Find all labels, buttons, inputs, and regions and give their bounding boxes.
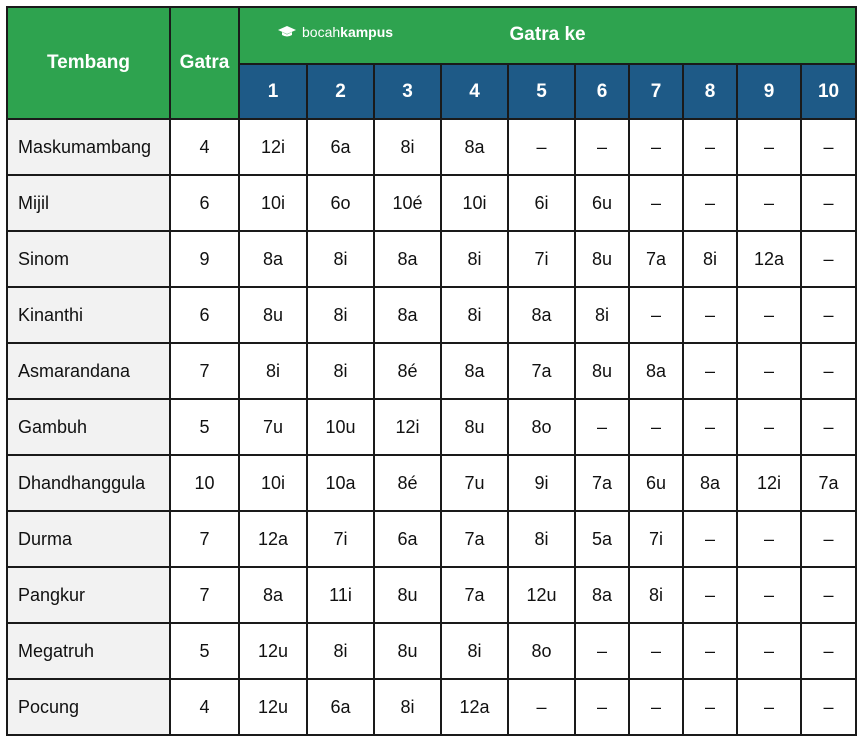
gatra-cell: – (575, 399, 629, 455)
gatra-count: 6 (170, 175, 239, 231)
gatra-cell: 7i (508, 231, 575, 287)
gatra-cell: – (629, 679, 683, 735)
gatra-cell: 11i (307, 567, 374, 623)
gatra-cell: 8u (239, 287, 307, 343)
column-header-8: 8 (683, 64, 737, 119)
gatra-cell: 8i (374, 679, 441, 735)
header-tembang: Tembang (7, 7, 170, 119)
tembang-name: Dhandhanggula (7, 455, 170, 511)
table-row (7, 623, 856, 679)
table-row (7, 511, 856, 567)
gatra-cell: 12u (508, 567, 575, 623)
tembang-table (6, 6, 857, 736)
gatra-cell: – (629, 399, 683, 455)
gatra-cell: 8a (441, 343, 508, 399)
gatra-cell: – (801, 399, 856, 455)
tembang-name: Pocung (7, 679, 170, 735)
gatra-cell: 12i (239, 119, 307, 175)
gatra-cell: 8a (683, 455, 737, 511)
table-row (7, 231, 856, 287)
table-row (7, 287, 856, 343)
gatra-cell: 8a (575, 567, 629, 623)
gatra-cell: 8u (441, 399, 508, 455)
gatra-cell: 8i (307, 287, 374, 343)
column-header-6: 6 (575, 64, 629, 119)
header-gatra-ke (239, 7, 856, 64)
gatra-cell: 10a (307, 455, 374, 511)
column-header-10: 10 (801, 64, 856, 119)
gatra-cell: 12i (374, 399, 441, 455)
tembang-name: Sinom (7, 231, 170, 287)
gatra-cell: 8i (441, 231, 508, 287)
tembang-name: Durma (7, 511, 170, 567)
gatra-cell: 8u (575, 231, 629, 287)
gatra-cell: – (508, 679, 575, 735)
gatra-cell: – (683, 343, 737, 399)
gatra-cell: 10é (374, 175, 441, 231)
gatra-cell: – (801, 623, 856, 679)
gatra-count: 6 (170, 287, 239, 343)
gatra-cell: – (629, 623, 683, 679)
gatra-cell: 8o (508, 623, 575, 679)
gatra-cell: – (683, 175, 737, 231)
gatra-cell: 7a (441, 567, 508, 623)
gatra-cell: 8a (239, 567, 307, 623)
gatra-cell: 8a (508, 287, 575, 343)
gatra-cell: 6u (575, 175, 629, 231)
gatra-count: 7 (170, 567, 239, 623)
gatra-cell: – (683, 679, 737, 735)
gatra-cell: 8i (307, 623, 374, 679)
gatra-cell: – (683, 623, 737, 679)
gatra-cell: 8i (575, 287, 629, 343)
tembang-name: Mijil (7, 175, 170, 231)
gatra-cell: 8a (374, 231, 441, 287)
gatra-cell: 8u (374, 567, 441, 623)
column-header-9: 9 (737, 64, 801, 119)
gatra-cell: 6u (629, 455, 683, 511)
gatra-cell: – (801, 287, 856, 343)
gatra-cell: – (737, 175, 801, 231)
gatra-count: 4 (170, 679, 239, 735)
gatra-count: 5 (170, 399, 239, 455)
gatra-cell: 8é (374, 343, 441, 399)
gatra-cell: 7a (575, 455, 629, 511)
gatra-cell: – (801, 567, 856, 623)
gatra-cell: 10i (239, 175, 307, 231)
gatra-cell: 10i (239, 455, 307, 511)
table-row (7, 343, 856, 399)
gatra-cell: 6a (307, 119, 374, 175)
gatra-count: 4 (170, 119, 239, 175)
gatra-cell: 7u (239, 399, 307, 455)
gatra-cell: 8i (374, 119, 441, 175)
gatra-cell: – (629, 119, 683, 175)
bocahkampus-logo: bocahkampus (278, 24, 393, 40)
gatra-cell: 8i (683, 231, 737, 287)
table-row (7, 455, 856, 511)
column-header-5: 5 (508, 64, 575, 119)
tembang-name: Maskumambang (7, 119, 170, 175)
gatra-count: 10 (170, 455, 239, 511)
gatra-cell: – (737, 119, 801, 175)
gatra-cell: – (801, 511, 856, 567)
column-header-7: 7 (629, 64, 683, 119)
gatra-cell: 7a (441, 511, 508, 567)
gatra-cell: – (737, 567, 801, 623)
gatra-cell: 6i (508, 175, 575, 231)
gatra-cell: 12a (737, 231, 801, 287)
table-row (7, 119, 856, 175)
gatra-cell: – (683, 511, 737, 567)
gatra-cell: – (737, 679, 801, 735)
gatra-cell: – (683, 567, 737, 623)
gatra-cell: – (737, 287, 801, 343)
gatra-cell: – (575, 119, 629, 175)
gatra-cell: – (801, 343, 856, 399)
gatra-cell: – (737, 399, 801, 455)
gatra-cell: – (801, 679, 856, 735)
gatra-cell: 7a (801, 455, 856, 511)
gatra-cell: 8i (307, 231, 374, 287)
gatra-cell: 7a (629, 231, 683, 287)
tembang-name: Kinanthi (7, 287, 170, 343)
gatra-cell: 8a (374, 287, 441, 343)
gatra-cell: – (683, 119, 737, 175)
gatra-count: 7 (170, 343, 239, 399)
gatra-cell: – (801, 175, 856, 231)
gatra-cell: 12u (239, 679, 307, 735)
gatra-cell: – (801, 231, 856, 287)
gatra-cell: 8i (441, 287, 508, 343)
gatra-cell: – (629, 287, 683, 343)
gatra-cell: – (801, 119, 856, 175)
gatra-count: 5 (170, 623, 239, 679)
gatra-cell: 12u (239, 623, 307, 679)
gatra-cell: 6o (307, 175, 374, 231)
gatra-cell: 8i (307, 343, 374, 399)
tembang-name: Megatruh (7, 623, 170, 679)
gatra-cell: 8i (629, 567, 683, 623)
gatra-cell: – (508, 119, 575, 175)
gatra-cell: 8u (374, 623, 441, 679)
gatra-cell: 5a (575, 511, 629, 567)
gatra-cell: – (737, 623, 801, 679)
column-header-4: 4 (441, 64, 508, 119)
gatra-cell: – (737, 343, 801, 399)
header-gatra: Gatra (170, 7, 239, 119)
gatra-cell: 8i (441, 623, 508, 679)
gatra-cell: 6a (307, 679, 374, 735)
gatra-cell: – (575, 679, 629, 735)
column-header-2: 2 (307, 64, 374, 119)
table-row (7, 567, 856, 623)
tembang-name: Pangkur (7, 567, 170, 623)
gatra-cell: 8a (629, 343, 683, 399)
tembang-name: Gambuh (7, 399, 170, 455)
gatra-cell: 8a (239, 231, 307, 287)
table-row (7, 175, 856, 231)
tembang-name: Asmarandana (7, 343, 170, 399)
gatra-cell: 12a (441, 679, 508, 735)
gatra-cell: 7a (508, 343, 575, 399)
column-header-1: 1 (239, 64, 307, 119)
gatra-ke-title: Gatra ke (509, 24, 586, 45)
gatra-cell: 7u (441, 455, 508, 511)
gatra-count: 7 (170, 511, 239, 567)
gatra-cell: 12a (239, 511, 307, 567)
gatra-cell: 8é (374, 455, 441, 511)
table-row (7, 679, 856, 735)
gatra-cell: – (629, 175, 683, 231)
gatra-cell: 8i (239, 343, 307, 399)
gatra-cell: – (737, 511, 801, 567)
gatra-cell: 10i (441, 175, 508, 231)
table-row (7, 399, 856, 455)
gatra-cell: 8o (508, 399, 575, 455)
gatra-cell: – (683, 287, 737, 343)
gatra-cell: 6a (374, 511, 441, 567)
gatra-cell: – (683, 399, 737, 455)
gatra-cell: – (575, 623, 629, 679)
gatra-cell: 8a (441, 119, 508, 175)
gatra-cell: 7i (629, 511, 683, 567)
gatra-cell: 12i (737, 455, 801, 511)
gatra-cell: 7i (307, 511, 374, 567)
column-header-3: 3 (374, 64, 441, 119)
gatra-cell: 9i (508, 455, 575, 511)
gatra-cell: 8u (575, 343, 629, 399)
gatra-cell: 8i (508, 511, 575, 567)
gatra-cell: 10u (307, 399, 374, 455)
gatra-count: 9 (170, 231, 239, 287)
